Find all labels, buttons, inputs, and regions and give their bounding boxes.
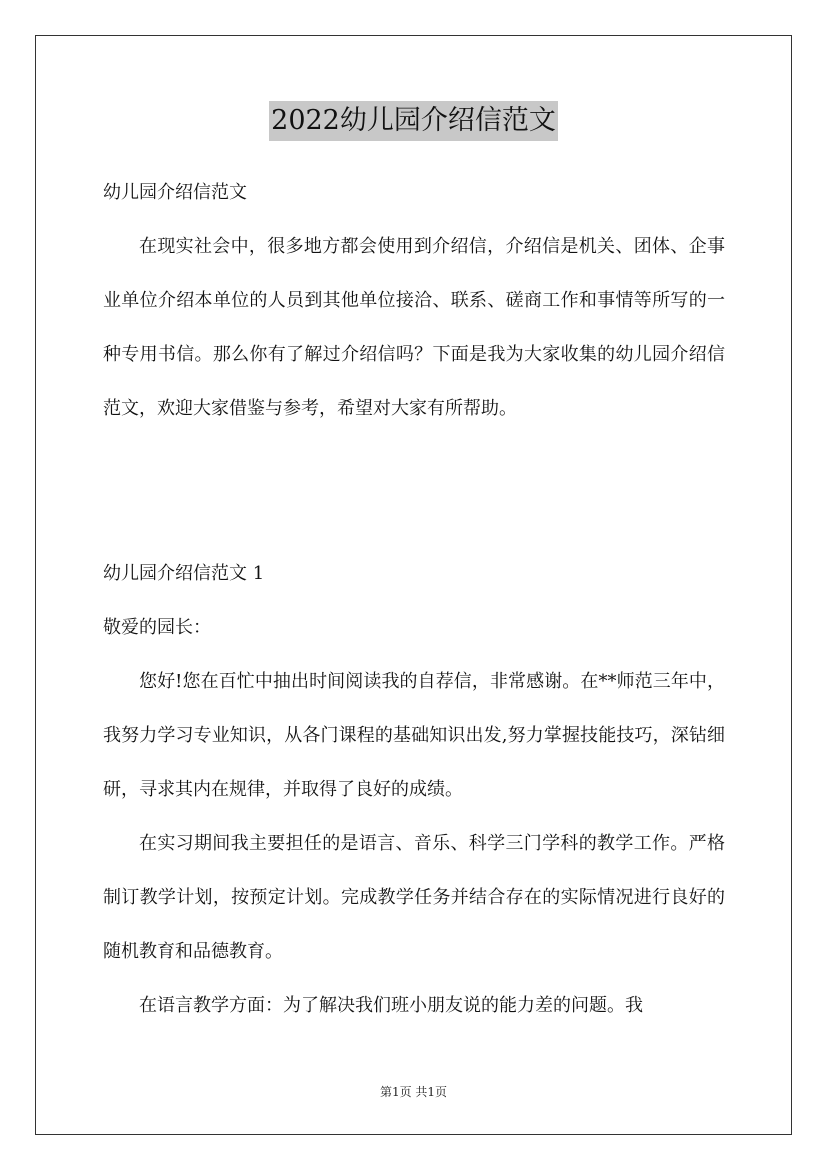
body-paragraph-3: 在语言教学方面：为了解决我们班小朋友说的能力差的问题。我 bbox=[139, 995, 643, 1016]
section-heading: 幼儿园介绍信范文 1 bbox=[103, 563, 265, 584]
intro-paragraph: 在现实社会中，很多地方都会使用到介绍信，介绍信是机关、团体、企事业单位介绍本单位的人员到其他单位接洽、联系、磋商工作和事情等所写的一种专用书信。那么你有了解过介绍信吗？下面是我为大家收集的幼儿园介绍信范文，欢迎大家借鉴与参考，希望对大家有所帮助。 bbox=[103, 236, 725, 419]
document-subtitle: 幼儿园介绍信范文 bbox=[103, 182, 247, 203]
document-title: 2022幼儿园介绍信范文 bbox=[269, 101, 558, 141]
title-container bbox=[0, 101, 827, 141]
body-paragraph-2: 在实习期间我主要担任的是语言、音乐、科学三门学科的教学工作。严格制订教学计划，按预定计划。完成教学任务并结合存在的实际情况进行良好的随机教育和品德教育。 bbox=[103, 833, 725, 962]
body-paragraph-1: 您好!您在百忙中抽出时间阅读我的自荐信，非常感谢。在**师范三年中，我努力学习专业知识，从各门课程的基础知识出发,努力掌握技能技巧，深钻细研，寻求其内在规律，并取得了良好的成绩。 bbox=[103, 671, 725, 800]
page-footer: 第1页 共1页 bbox=[379, 1085, 448, 1099]
salutation: 敬爱的园长： bbox=[103, 617, 211, 638]
